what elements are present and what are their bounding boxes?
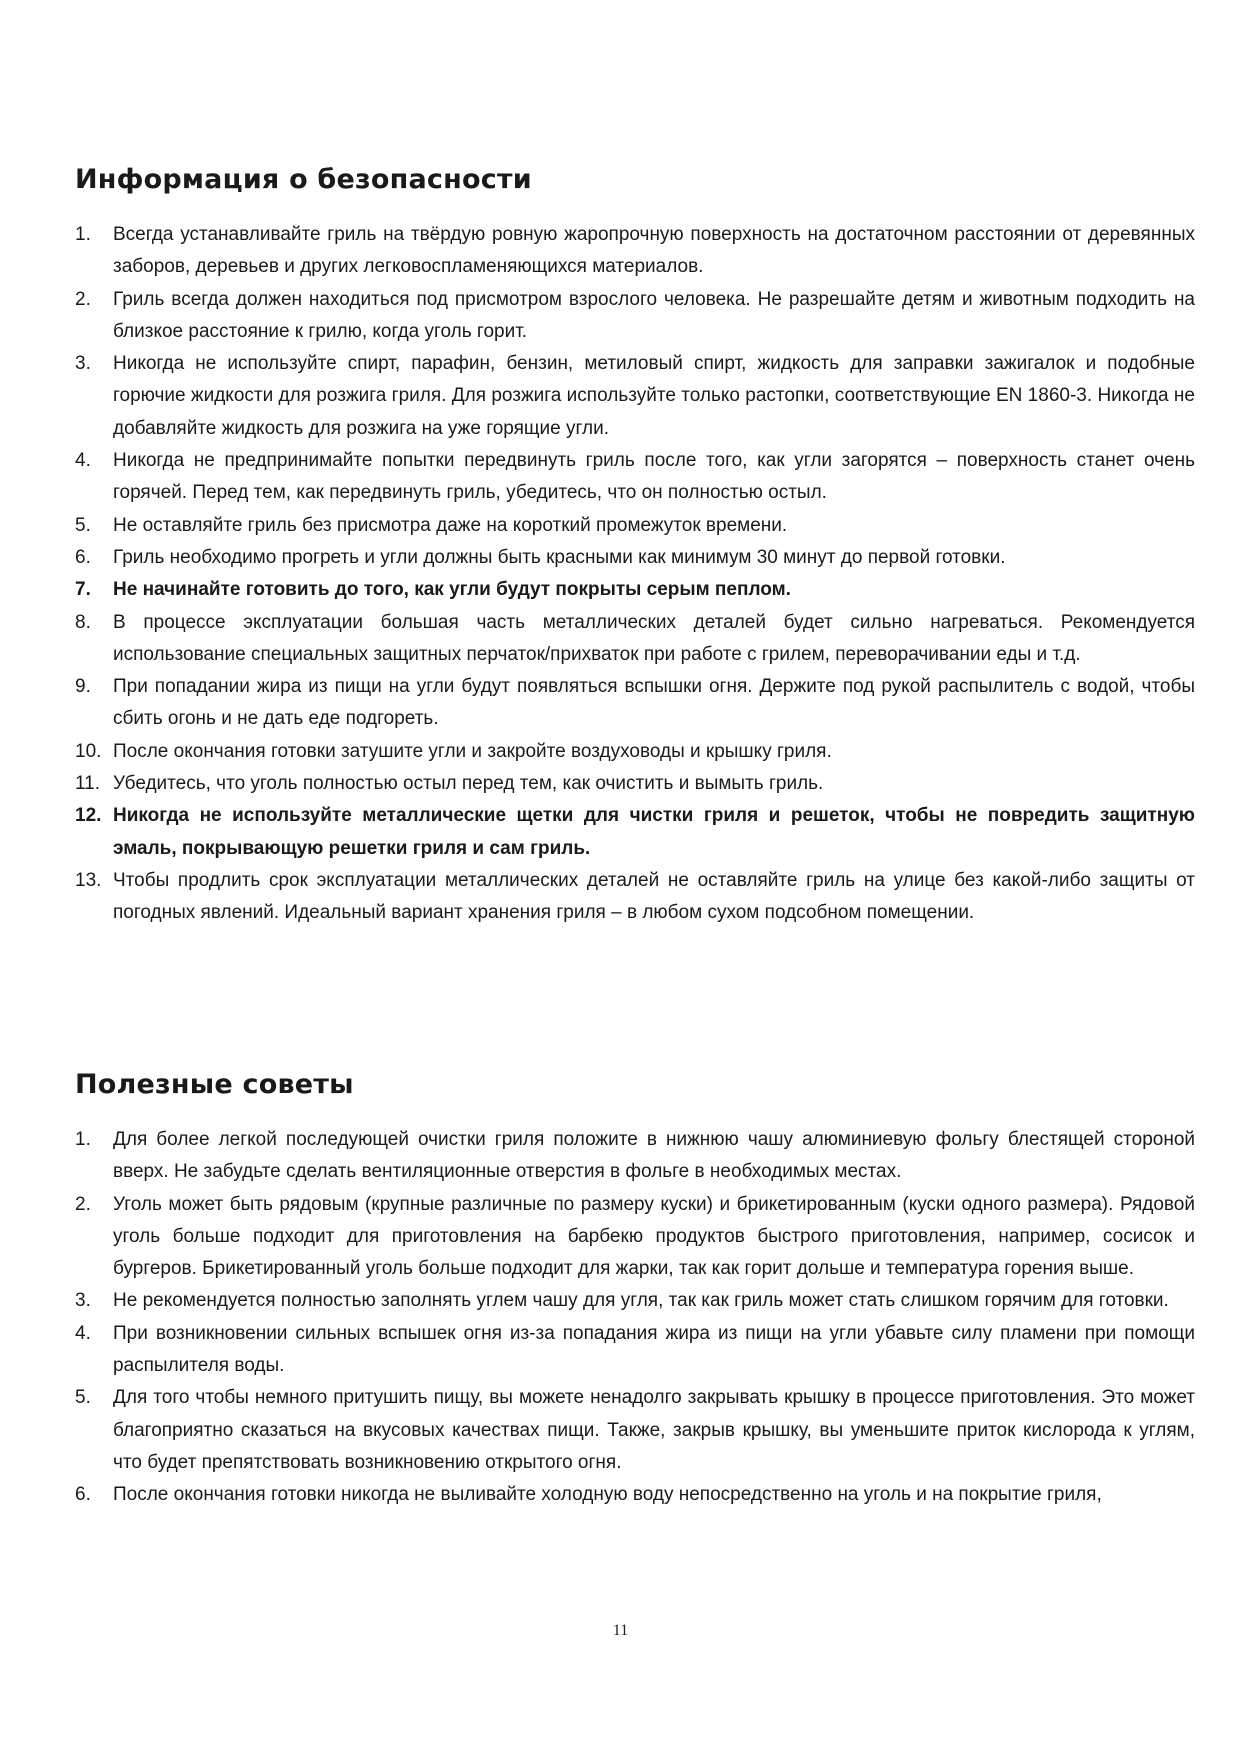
list-item bbox=[75, 768, 1195, 800]
item-text: После окончания готовки затушите угли и закройте воздуховоды и крышку гриля. bbox=[113, 740, 832, 762]
item-number: 5. bbox=[75, 514, 91, 536]
item-text: Убедитесь, что уголь полностью остыл перед тем, как очистить и вымыть гриль. bbox=[113, 773, 824, 795]
list-item bbox=[75, 284, 1195, 349]
item-number: 3. bbox=[75, 353, 91, 375]
item-text: Уголь может быть рядовым (крупные различные по размеру куски) и брикетированным (куски одного размера). Рядовой уголь больше подходит для приготовления на барбекю продуктов быстрого приготовления, например, сосисок и бургеров. Брикетированный уголь больше подходит для жарки, так как горит дольше и температура горения выше. bbox=[113, 1193, 1195, 1280]
item-text: При попадании жира из пищи на угли будут появляться вспышки огня. Держите под рукой распылитель с водой, чтобы сбить огонь и не дать еде подгореть. bbox=[113, 676, 1195, 730]
item-text: Всегда устанавливайте гриль на твёрдую ровную жаропрочную поверхность на достаточном расстоянии от деревянных заборов, деревьев и других легковоспламеняющихся материалов. bbox=[113, 224, 1195, 278]
list-item bbox=[75, 1285, 1195, 1317]
list-item bbox=[75, 510, 1195, 542]
item-text: В процессе эксплуатации большая часть металлических деталей будет сильно нагреваться. Рекомендуется использование специальных защитных перчаток/прихваток при работе с грилем, переворачивании еды и т.д. bbox=[113, 611, 1195, 665]
list-item bbox=[75, 348, 1195, 445]
item-text: Для более легкой последующей очистки гриля положите в нижнюю чашу алюминиевую фольгу блестящей стороной вверх. Не забудьте сделать вентиляционные отверстия в фольге в необходимых местах. bbox=[113, 1129, 1195, 1183]
item-number: 1. bbox=[75, 1129, 91, 1150]
safety-list bbox=[75, 219, 1195, 930]
page-number: 11 bbox=[612, 1622, 629, 1639]
item-number: 11. bbox=[75, 773, 101, 795]
item-number: 6. bbox=[75, 546, 91, 568]
item-text: Не рекомендуется полностью заполнять углем чашу для угля, так как гриль может стать слишком горячим для готовки. bbox=[113, 1290, 1169, 1312]
list-item bbox=[75, 1479, 1195, 1511]
item-number: 2. bbox=[75, 1193, 91, 1215]
list-item bbox=[75, 1318, 1195, 1383]
item-text: При возникновении сильных вспышек огня из-за попадания жира из пищи на угли убавьте силу пламени при помощи распылителя воды. bbox=[113, 1322, 1195, 1377]
item-number: 13. bbox=[75, 869, 102, 891]
item-number: 12. bbox=[75, 805, 102, 827]
list-item bbox=[75, 671, 1195, 736]
item-text: После окончания готовки никогда не выливайте холодную воду непосредственно на уголь и на покрытие гриля, bbox=[113, 1484, 1102, 1506]
item-text: Гриль необходимо прогреть и угли должны быть красными как минимум 30 минут до первой готовки. bbox=[113, 546, 1006, 568]
list-item bbox=[75, 736, 1195, 768]
list-item bbox=[75, 1124, 1195, 1189]
list-item bbox=[75, 445, 1195, 510]
item-number: 4. bbox=[75, 1322, 91, 1344]
item-number: 5. bbox=[75, 1387, 91, 1409]
tips-list bbox=[75, 1124, 1195, 1512]
item-number: 9. bbox=[75, 676, 91, 698]
item-text: Никогда не используйте спирт, парафин, бензин, метиловый спирт, жидкость для заправки зажигалок и подобные горючие жидкости для розжига гриля. Для розжига используйте только растопки, соответствующие EN 1860-3. Никогда не добавляйте жидкость для розжига на уже горящие угли. bbox=[113, 353, 1195, 439]
item-number: 3. bbox=[75, 1290, 91, 1312]
list-item bbox=[75, 542, 1195, 574]
item-text: Не начинайте готовить до того, как угли будут покрыты серым пеплом. bbox=[113, 579, 791, 601]
item-text: Для того чтобы немного притушить пищу, вы можете ненадолго закрывать крышку в процессе приготовления. Это может благоприятно сказаться на вкусовых качествах пищи. Также, закрыв крышку, вы уменьшите приток кислорода к углям, что будет препятствовать возникновению открытого огня. bbox=[113, 1387, 1195, 1473]
item-text: Чтобы продлить срок эксплуатации металлических деталей не оставляйте гриль на улице без какой-либо защиты от погодных явлений. Идеальный вариант хранения гриля – в любом сухом подсобном помещении. bbox=[113, 869, 1195, 924]
list-item bbox=[75, 219, 1195, 284]
item-number: 6. bbox=[75, 1484, 91, 1506]
item-text: Никогда не используйте металлические щетки для чистки гриля и решеток, чтобы не повредить защитную эмаль, покрывающую решетки гриля и сам гриль. bbox=[113, 805, 1195, 859]
item-text: Никогда не предпринимайте попытки передвинуть гриль после того, как угли загорятся – поверхность станет очень горячей. Перед тем, как передвинуть гриль, убедитесь, что он полностью остыл. bbox=[113, 450, 1195, 504]
item-number: 1. bbox=[75, 224, 91, 245]
safety-section-title: Информация о безопасности bbox=[75, 164, 532, 195]
tips-section-title: Полезные советы bbox=[75, 1069, 354, 1100]
item-number: 2. bbox=[75, 288, 91, 310]
item-number: 4. bbox=[75, 450, 91, 472]
list-item-emphasized bbox=[75, 574, 1195, 606]
item-number: 10. bbox=[75, 740, 102, 762]
item-number: 7. bbox=[75, 579, 91, 601]
list-item bbox=[75, 1189, 1195, 1286]
list-item bbox=[75, 1382, 1195, 1479]
list-item bbox=[75, 607, 1195, 672]
item-number: 8. bbox=[75, 611, 91, 633]
item-text: Гриль всегда должен находиться под присмотром взрослого человека. Не разрешайте детям и животным подходить на близкое расстояние к грилю, когда уголь горит. bbox=[113, 288, 1195, 342]
list-item bbox=[75, 865, 1195, 930]
list-item-emphasized bbox=[75, 800, 1195, 865]
item-text: Не оставляйте гриль без присмотра даже на короткий промежуток времени. bbox=[113, 514, 788, 536]
